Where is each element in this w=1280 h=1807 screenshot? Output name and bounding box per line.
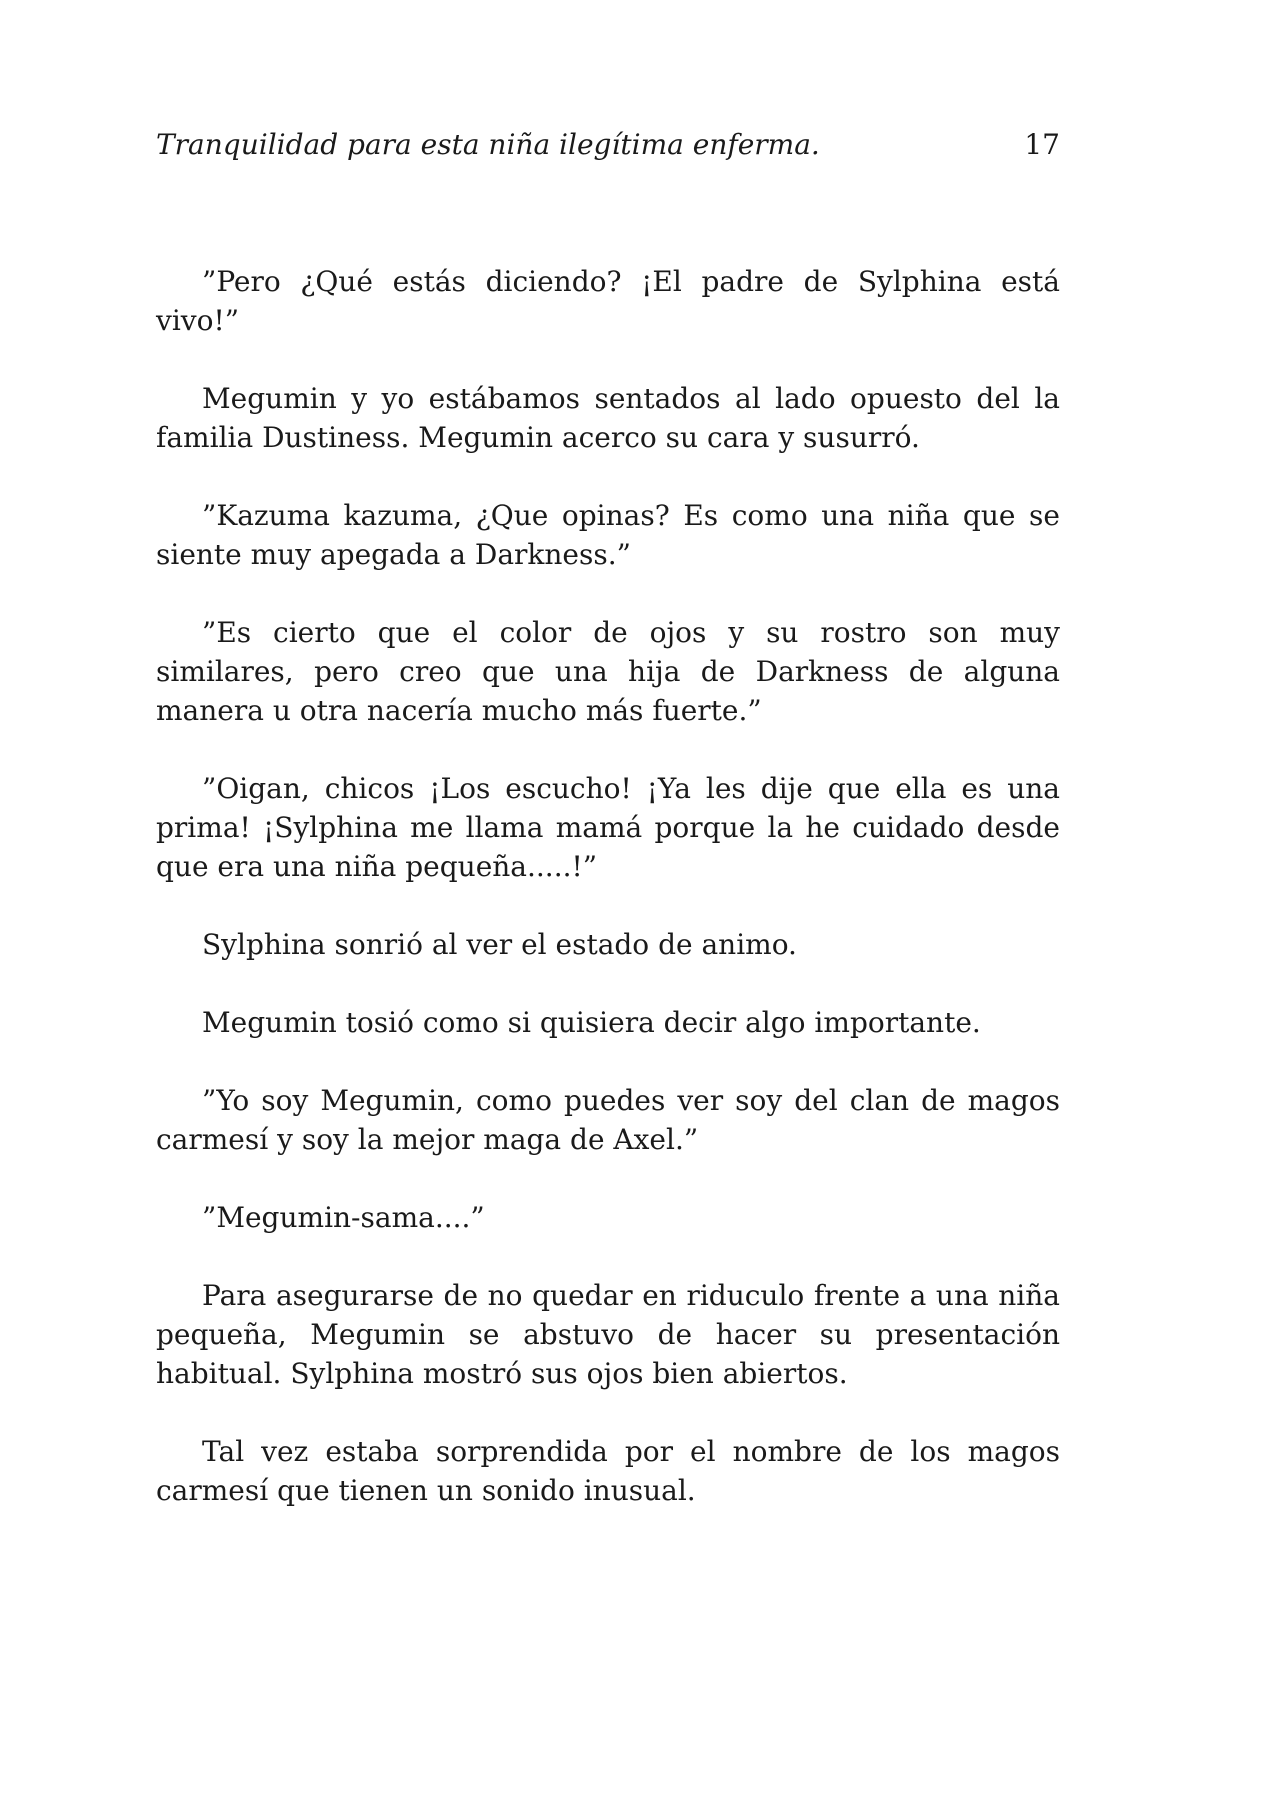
paragraph: ”Es cierto que el color de ojos y su rostro son muy similares, pero creo que una hija de Darkness de alguna manera u otra nacería mucho más fuerte.”	[156, 616, 1060, 727]
paragraph: ”Pero ¿Qué estás diciendo? ¡El padre de Sylphina está vivo!”	[156, 265, 1060, 337]
running-title: Tranquilidad para esta niña ilegítima enferma.	[156, 128, 820, 161]
paragraph: Para asegurarse de no quedar en riduculo frente a una niña pequeña, Megumin se abstuvo de hacer su presentación habitual. Sylphina mostró sus ojos bien abiertos.	[156, 1279, 1060, 1390]
running-header	[156, 128, 1060, 172]
paragraph: Tal vez estaba sorprendida por el nombre de los magos carmesí que tienen un sonido inusual.	[156, 1435, 1060, 1507]
paragraph: Megumin tosió como si quisiera decir algo importante.	[202, 1006, 981, 1039]
paragraph: ”Yo soy Megumin, como puedes ver soy del clan de magos carmesí y soy la mejor maga de Axel.”	[156, 1084, 1060, 1156]
body-text	[156, 262, 1060, 1549]
paragraph: ”Kazuma kazuma, ¿Que opinas? Es como una niña que se siente muy apegada a Darkness.”	[156, 499, 1060, 571]
paragraph: ”Megumin-sama....”	[202, 1201, 485, 1234]
paragraph: Sylphina sonrió al ver el estado de animo.	[202, 928, 797, 961]
paragraph: Megumin y yo estábamos sentados al lado opuesto del la familia Dustiness. Megumin acerco su cara y susurró.	[156, 382, 1060, 454]
page-number: 17	[1024, 128, 1060, 161]
paragraph: ”Oigan, chicos ¡Los escucho! ¡Ya les dije que ella es una prima! ¡Sylphina me llama mamá porque la he cuidado desde que era una niña pequeña.....!”	[156, 772, 1060, 883]
